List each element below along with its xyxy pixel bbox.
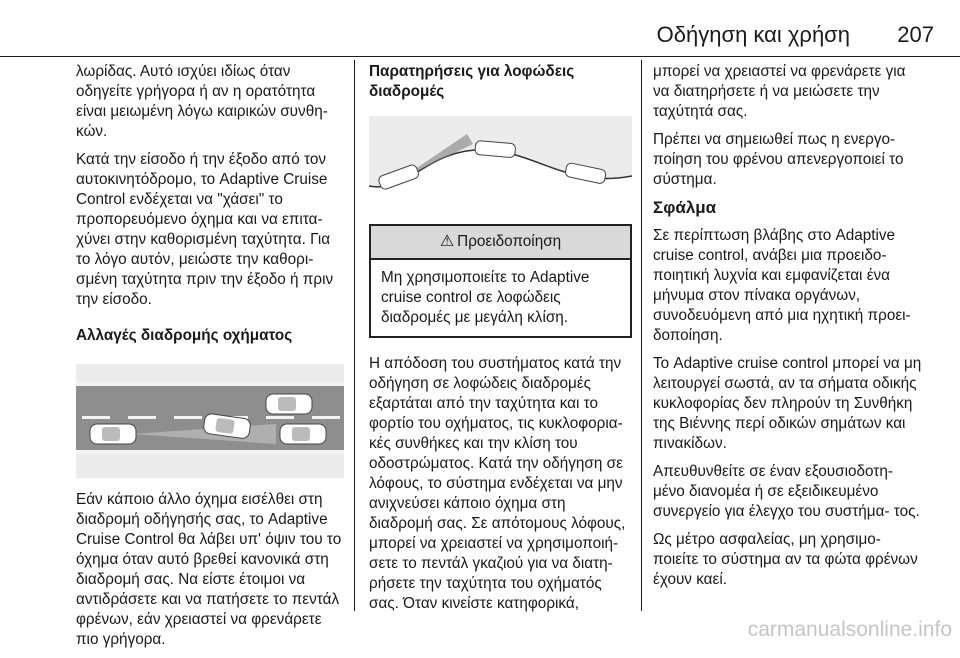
warning-header [371,226,630,260]
column-divider [641,60,642,611]
section-heading: Σφάλμα [653,198,717,217]
paragraph: μπορεί να χρειαστεί να φρενάρετε για να διατηρήσετε ή να μειώσετε την ταχύτητά σας. [653,63,906,120]
watermark: carmanualsonline.info [747,618,952,641]
page-number: 207 [897,22,934,47]
lead-car-icon [280,424,326,444]
section-heading: Παρατηρήσεις για λοφώδεις διαδρομές [369,63,575,100]
paragraph: Κατά την είσοδο ή την έξοδο από τον αυτοκινητόδρομο, το Adaptive Cruise Control ενδέχεται να "χάσει" το προπορευόμενο όχημα και να επιτα- χύνει στην καθορισμένη ταχύτητα. Για το λόγο αυτόν, μειώστε την καθορι- σμένη ταχύτητα πριν την έξοδο ή πριν την είσοδο. [76,151,334,308]
paragraph: Εάν κάποιο άλλο όχημα εισέλθει στη διαδρομή οδήγησής σας, το Adaptive Cruise Control θα λάβει υπ' όψιν του το όχημα όταν αυτό βρεθεί κανονικά στη διαδρομή σας. Να είστε έτοιμοι να αντιδράσετε και να πατήσετε το πεντάλ φρένων, εάν χρειαστεί να φρενάρετε πιο γρήγορα. [76,491,342,648]
paragraph: λωρίδας. Αυτό ισχύει ιδίως όταν οδηγείτε γρήγορα ή αν η ορατότητα είναι μειωμένη λόγω καιρικών συνθη- κών. [76,63,328,140]
column-right [653,62,925,598]
hill-road-illustration [369,116,632,212]
car-on-hill-icon [475,140,516,157]
paragraph: Σε περίπτωση βλάβης στο Adaptive cruise control, ανάβει μια προειδο- ποιητική λυχνία και εμφανίζεται ένα μήνυμα στον πίνακα οργάνων, συνοδευόμενη από μια ηχητική προει- δοποίηση. [653,227,911,344]
lane-change-illustration [76,364,344,478]
paragraph: Η απόδοση του συστήματος κατά την οδήγηση σε λοφώδεις διαδρομές εξαρτάται από την ταχύτητα και το φορτίο του οχήματος, τις κυκλοφορια- κές συνθήκες και την κλίση του οδοστρώματος. Κατά την οδήγηση σε λόφους, το σύστημα ενδέχεται να μην ανιχνεύσει κάποιο όχημα στη διαδρομή σας. Σε απότομους λόφους, μπορεί να χρειαστεί να χρησιμοποιή- σετε το πεντάλ γκαζιού για να διατη- ρήσετε την ταχύτητα του οχήματός σας. Όταν κινείστε κατηφορικά, [369,355,626,612]
car-icon [266,394,312,414]
warning-text: Μη χρησιμοποιείτε το Adaptive cruise control σε λοφώδεις διαδρομές με μεγάλη κλίση. [381,269,590,326]
column-left [76,62,344,658]
warning-triangle-icon: ⚠ [439,233,455,250]
section-heading: Αλλαγές διαδρομής οχήματος [76,327,293,344]
page-title: Οδήγηση και χρήση [656,22,850,47]
paragraph: Το Adaptive cruise control μπορεί να μη λειτουργεί σωστά, αν τα σήματα οδικής κυκλοφορίας δεν πληρούν τη Συνθήκη της Βιέννης περί οδικών σημάτων και πινακίδων. [653,355,922,452]
page-header [0,0,960,57]
header-rule [0,56,960,57]
warning-box [369,224,632,338]
column-divider [354,60,355,611]
paragraph: Απευθυνθείτε σε έναν εξουσιοδοτη- μένο διανομέα ή σε εξειδικευμένο συνεργείο για έλεγχο του συστήμα- τος. [653,463,920,520]
ego-car-icon [90,424,136,444]
warning-title: Προειδοποίηση [457,233,562,250]
paragraph: Ως μέτρο ασφαλείας, μη χρησιμο- ποιείτε το σύστημα αν τα φώτα φρένων έχουν καεί. [653,531,918,588]
column-middle [369,62,632,622]
paragraph: Πρέπει να σημειωθεί πως η ενεργο- ποίηση του φρένου απενεργοποιεί το σύστημα. [653,131,904,188]
